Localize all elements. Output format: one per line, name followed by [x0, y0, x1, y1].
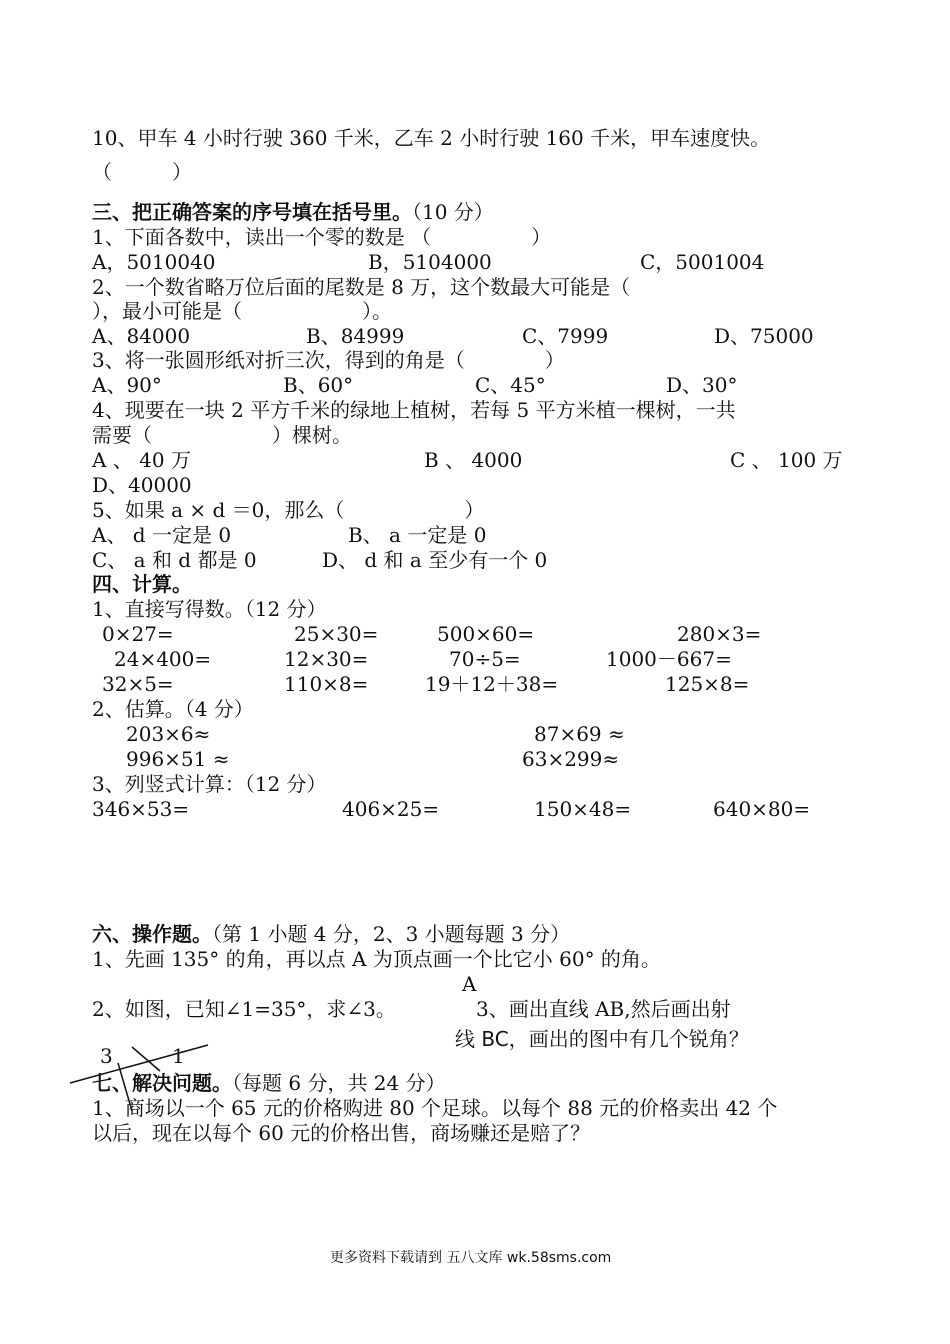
s3-q3: 3、将一张圆形纸对折三次，得到的角是（ ） [92, 348, 565, 372]
vertical-calc-item: 406×25= [342, 797, 440, 821]
calc-item: 24×400= [114, 647, 212, 671]
s3-q3-option-b: B、60° [283, 373, 354, 397]
estimate-item: 203×6≈ [126, 722, 211, 746]
calc-item: 1000－667= [606, 647, 732, 671]
s3-q4-option-d: D、40000 [92, 473, 192, 497]
estimate-item: 63×299≈ [522, 747, 620, 771]
s3-q3-option-d: D、30° [666, 373, 738, 397]
vertical-calc-item: 346×53= [92, 797, 190, 821]
s3-q4: 4、现要在一块 2 平方千米的绿地上植树，若每 5 平方米植一棵树，一共 [92, 398, 736, 422]
s6-q1: 1、先画 135° 的角，再以点 A 为顶点画一个比它小 60° 的角。 [92, 947, 661, 971]
question-10: 10、甲车 4 小时行驶 360 千米，乙车 2 小时行驶 160 千米，甲车速度快。 [92, 126, 771, 150]
s7-q1-cont: 以后，现在以每个 60 元的价格出售，商场赚还是赔了？ [92, 1121, 591, 1145]
s3-q5-option-d: D、 d 和 a 至少有一个 0 [322, 548, 548, 572]
s3-q4-option-b: B 、 4000 [424, 448, 523, 472]
calc-item: 500×60= [437, 622, 535, 646]
section-7-heading [92, 1071, 446, 1095]
s3-q5-option-a: A、 d 一定是 0 [92, 523, 232, 547]
calc-item: 0×27= [102, 622, 174, 646]
section-6-heading [92, 922, 570, 946]
s6-q2: 2、如图，已知∠1=35°，求∠3。 [92, 997, 396, 1021]
figure-label-3: 3 [100, 1044, 113, 1068]
s3-q4-option-a: A 、 40 万 [92, 448, 191, 472]
s3-q1-option-c: C，5001004 [640, 250, 765, 274]
calc-item: 25×30= [294, 622, 379, 646]
s3-q2-option-d: D、75000 [714, 324, 814, 348]
s7-q1: 1、商场以一个 65 元的价格购进 80 个足球。以每个 88 元的价格卖出 42 个 [92, 1096, 778, 1120]
calc-item: 32×5= [102, 672, 174, 696]
section-6-title: 六、操作题。 [92, 922, 212, 946]
s6-q3-cont: 线 BC，画出的图中有几个锐角？ [455, 1027, 749, 1051]
s3-q5: 5、如果 a × d ＝0，那么（ ） [92, 498, 485, 522]
s4-part3: 3、列竖式计算：（12 分） [92, 772, 327, 796]
s4-part1: 1、直接写得数。（12 分） [92, 597, 327, 621]
calc-item: 280×3= [677, 622, 762, 646]
s3-q2-option-a: A、84000 [92, 324, 191, 348]
s3-q4-cont: 需要（ ）棵树。 [92, 423, 352, 447]
calc-item: 12×30= [284, 647, 369, 671]
s3-q2: 2、一个数省略万位后面的尾数是 8 万，这个数最大可能是（ [92, 275, 631, 299]
s3-q1-option-b: B，5104000 [368, 250, 492, 274]
section-3-heading [92, 200, 494, 224]
calc-item: 19＋12＋38= [425, 672, 559, 696]
calc-item: 110×8= [284, 672, 369, 696]
s3-q2-option-c: C、7999 [522, 324, 609, 348]
vertical-calc-item: 640×80= [713, 797, 811, 821]
section-3-score: （10 分） [412, 200, 494, 224]
s3-q3-option-c: C、45° [475, 373, 546, 397]
s4-part2: 2、估算。（4 分） [92, 697, 254, 721]
calc-item: 125×8= [665, 672, 750, 696]
point-a-label: A [462, 972, 477, 996]
section-3-title: 三、把正确答案的序号填在括号里。 [92, 200, 412, 224]
s3-q4-option-c: C 、 100 万 [730, 448, 843, 472]
s3-q2-cont: ），最小可能是（ ）。 [92, 299, 392, 323]
section-7-score: （每题 6 分，共 24 分） [232, 1071, 446, 1095]
section-4-title: 四、计算。 [92, 572, 192, 596]
answer-paren: （ ） [92, 160, 192, 184]
s3-q5-option-b: B、 a 一定是 0 [348, 523, 487, 547]
section-6-score: （第 1 小题 4 分，2、3 小题每题 3 分） [212, 922, 571, 946]
estimate-item: 996×51 ≈ [126, 747, 230, 771]
s3-q3-option-a: A、90° [92, 373, 162, 397]
estimate-item: 87×69 ≈ [534, 722, 625, 746]
footer-text: 更多资料下载请到 五八文库 wk.58sms.com [330, 1250, 612, 1266]
calc-item: 70÷5= [449, 647, 521, 671]
s3-q1: 1、下面各数中，读出一个零的数是 （ ） [92, 225, 552, 249]
figure-label-1: 1 [172, 1044, 185, 1068]
s6-q3: 3、画出直线 AB,然后画出射 [476, 997, 731, 1021]
section-7-title: 七、解决问题。 [92, 1071, 232, 1095]
s3-q5-option-c: C、 a 和 d 都是 0 [92, 548, 257, 572]
s3-q1-option-a: A，5010040 [92, 250, 216, 274]
s3-q2-option-b: B、84999 [306, 324, 405, 348]
vertical-calc-item: 150×48= [534, 797, 632, 821]
